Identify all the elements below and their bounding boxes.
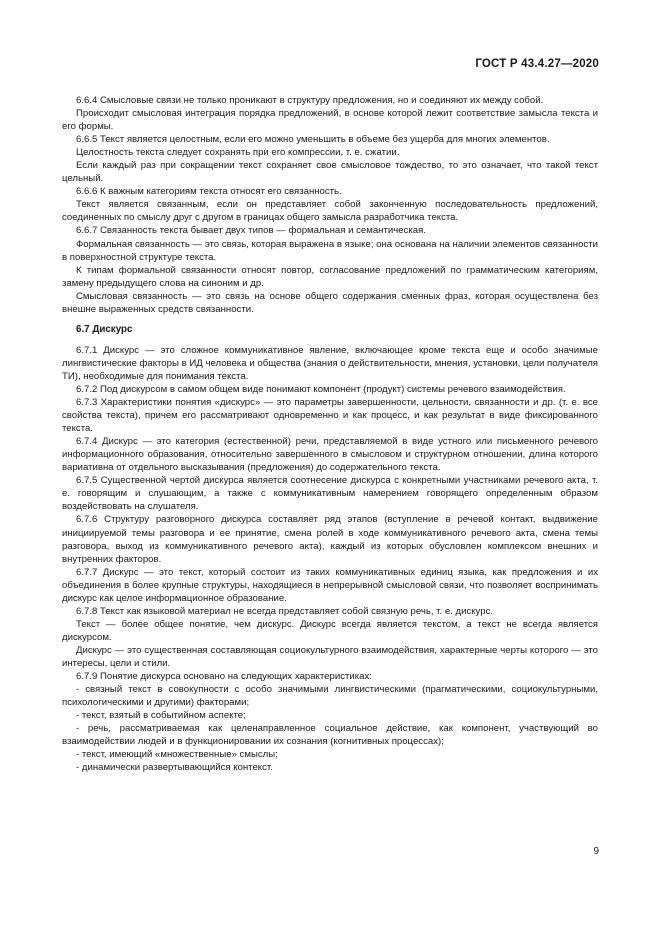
document-body — [62, 94, 598, 774]
document-code: ГОСТ Р 43.4.27—2020 — [475, 58, 599, 70]
paragraph: Происходит смысловая интеграция порядка предложений, в основе которой лежит соответствие замысла текста и его формы. — [62, 108, 598, 133]
list-item: - динамически развертывающийся контекст. — [76, 762, 273, 774]
list-item: - текст, взятый в событийном аспекте; — [76, 710, 246, 722]
paragraph: 6.7.8 Текст как языковой материал не всегда представляет собой связную речь, т. е. дискурс. — [76, 605, 494, 617]
paragraph: Текст является связанным, если он представляет собой законченную последовательность предложений, соединенных по смыслу друг с другом в границах общего замысла разработчика текста. — [62, 199, 598, 224]
paragraph: 6.7.7 Дискурс — это текст, который состоит из таких коммуникативных единиц языка, как предложения и их объединения в более крупные структуры, находящиеся в непрерывной смысловой связи, что позволяет воспринимать дискурс как целое информационное образование. — [62, 566, 598, 604]
paragraph: 6.6.4 Смысловые связи не только проникают в структуру предложения, но и соединяют их между собой. — [76, 95, 544, 106]
paragraph: 6.7.9 Понятие дискурса основано на следующих характеристиках: — [76, 671, 372, 683]
paragraph: К типам формальной связанности относят повтор, согласование предложений по грамматическим категориям, замену предыдущего слова на синоним и др. — [62, 264, 598, 289]
paragraph: 6.7.4 Дискурс — это категория (естественной) речи, представляемой в виде устного или письменного речевого информационного образования, относительно завершенного в смысловом и структурном отношении, длина которого вариативна от отдельного высказывания (предложения) до содержательного текста. — [62, 436, 598, 474]
paragraph: Если каждый раз при сокращении текст сохраняет свое смысловое тождество, то это означает, что такой текст цельный. — [62, 160, 598, 185]
paragraph: Текст — более общее понятие, чем дискурс. Дискурс всегда является текстом, а текст не всегда является дискурсом. — [62, 618, 598, 643]
paragraph: 6.6.6 К важным категориям текста относят его связанность. — [76, 186, 342, 198]
paragraph: 6.7.5 Существенной чертой дискурса является соотнесение дискурса с конкретными участниками речевого акта, т. е. говорящим и слушающим, а также с коммуникативным намерением говорящего определенным образом воздействовать на слушателя. — [62, 475, 598, 513]
paragraph: 6.7.1 Дискурс — это сложное коммуникативное явление, включающее кроме текста еще и особо значимые лингвистические факторы в ИД человека и общества (знания о действительности, мнения, установки, цели получателя ТИ), необходимые для понимания текста. — [62, 344, 598, 382]
paragraph: 6.6.7 Связанность текста бывает двух типов — формальная и семантическая. — [76, 225, 426, 237]
paragraph: Смысловая связанность — это связь на основе общего содержания сменных фраз, которая осуществлена без внешне выраженных средств связанности. — [62, 290, 598, 315]
list-item: - речь, рассматриваемая как целенаправленное социальное действие, как компонент, участвующий во взаимодействии людей и в функционировании их сознания (когнитивных процессах); — [62, 723, 598, 748]
list-item: - текст, имеющий «множественные» смыслы; — [76, 749, 278, 761]
list-item: - связный текст в совокупности с особо значимыми лингвистическими (прагматическими, социокультурными, психологическими и другими) факторами; — [62, 684, 598, 709]
paragraph: 6.7.3 Характеристики понятия «дискурс» — это параметры завершенности, цельности, связанности и др. (т. е. все свойства текста), причем его рассматривают одновременно и как процесс, и как результат в виде фиксированного текста. — [62, 397, 598, 435]
paragraph: Целостность текста следует сохранять при его компрессии, т. е. сжатии. — [76, 147, 400, 159]
paragraph: Дискурс — это существенная составляющая социокультурного взаимодействия, характерные черты которого — это интересы, цели и стили. — [62, 644, 598, 669]
paragraph: Формальная связанность — это связь, которая выражена в языке; она основана на наличии элементов связанности в поверхностной структуре текста. — [62, 238, 598, 263]
section-heading: 6.7 Дискурс — [76, 323, 133, 335]
paragraph: 6.7.2 Под дискурсом в самом общем виде понимают компонент (продукт) системы речевого взаимодействия. — [76, 383, 566, 395]
paragraph: 6.7.6 Структуру разговорного дискурса составляет ряд этапов (вступление в речевой контакт, выдвижение инициируемой темы разговора и ее принятие, смена ролей в ходе коммуникативного речевого акта, смена темы разговора, выход из коммуникативного речевого акта), каждый из которых обусловлен комплексом внешних и внутренних факторов. — [62, 514, 598, 565]
page-number: 9 — [593, 846, 599, 857]
paragraph: 6.6.5 Текст является целостным, если его можно уменьшить в объеме без ущерба для многих элементов. — [76, 134, 550, 146]
